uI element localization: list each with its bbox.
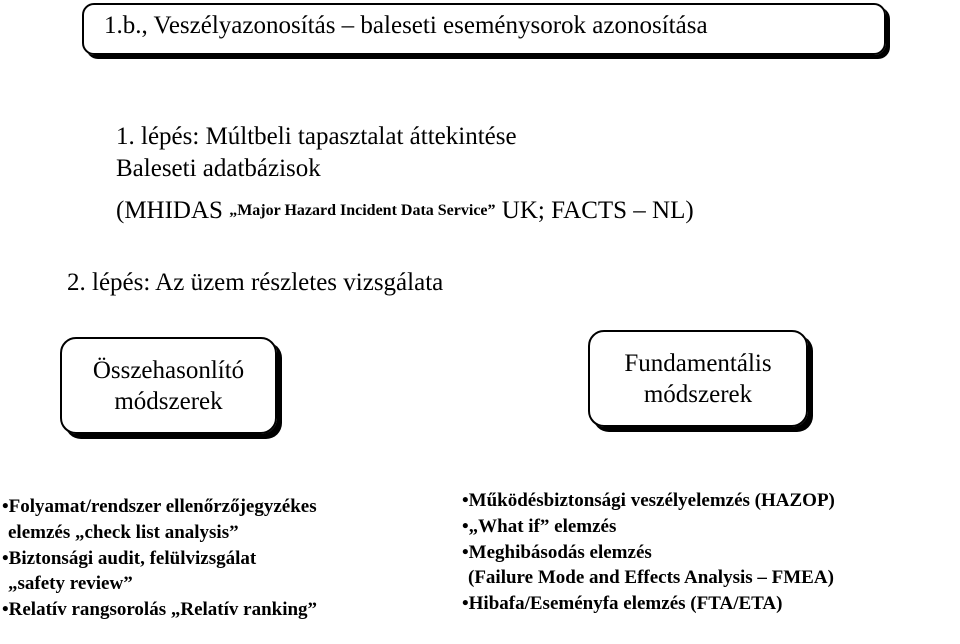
list-item: „safety review”	[8, 573, 133, 595]
step1-heading: 1. lépés: Múltbeli tapasztalat áttekintése	[116, 123, 517, 150]
list-item: (Failure Mode and Effects Analysis – FMEA)	[468, 567, 834, 589]
list-item: • Biztonsági audit, felülvizsgálat	[2, 546, 317, 572]
comparative-methods-list	[2, 494, 317, 623]
step1-sources	[116, 196, 694, 229]
list-item: • Hibafa/Eseményfa elemzés (FTA/ETA)	[462, 591, 835, 617]
list-item: • Meghibásodás elemzés	[462, 540, 835, 566]
fundamental-methods-box	[588, 330, 808, 427]
sources-close: UK; FACTS – NL)	[495, 197, 694, 224]
fundamental-methods-line2: módszerek	[643, 380, 753, 408]
comparative-methods-line1: Összehasonlító	[92, 356, 245, 384]
step1-databases: Baleseti adatbázisok	[116, 155, 321, 182]
fundamental-methods-line1: Fundamentális	[624, 349, 772, 377]
list-item: • Működésbiztonsági veszélyelemzés (HAZOP)	[462, 488, 835, 514]
sources-open: (MHIDAS	[116, 197, 230, 224]
step2-heading: 2. lépés: Az üzem részletes vizsgálata	[67, 269, 444, 296]
slide-title: 1.b., Veszélyazonosítás – baleseti eseménysorok azonosítása	[104, 12, 708, 39]
list-item: • Relatív rangsorolás „Relatív ranking”	[2, 597, 317, 623]
comparative-methods-box	[60, 337, 277, 434]
list-item: • Folyamat/rendszer ellenőrzőjegyzékes	[2, 494, 317, 520]
comparative-methods-line2: módszerek	[114, 387, 223, 415]
list-item: • „What if” elemzés	[462, 514, 835, 540]
list-item: elemzés „check list analysis”	[8, 521, 239, 543]
mhidas-full-name: „Major Hazard Incident Data Service”	[229, 202, 496, 219]
fundamental-methods-list	[462, 488, 835, 617]
